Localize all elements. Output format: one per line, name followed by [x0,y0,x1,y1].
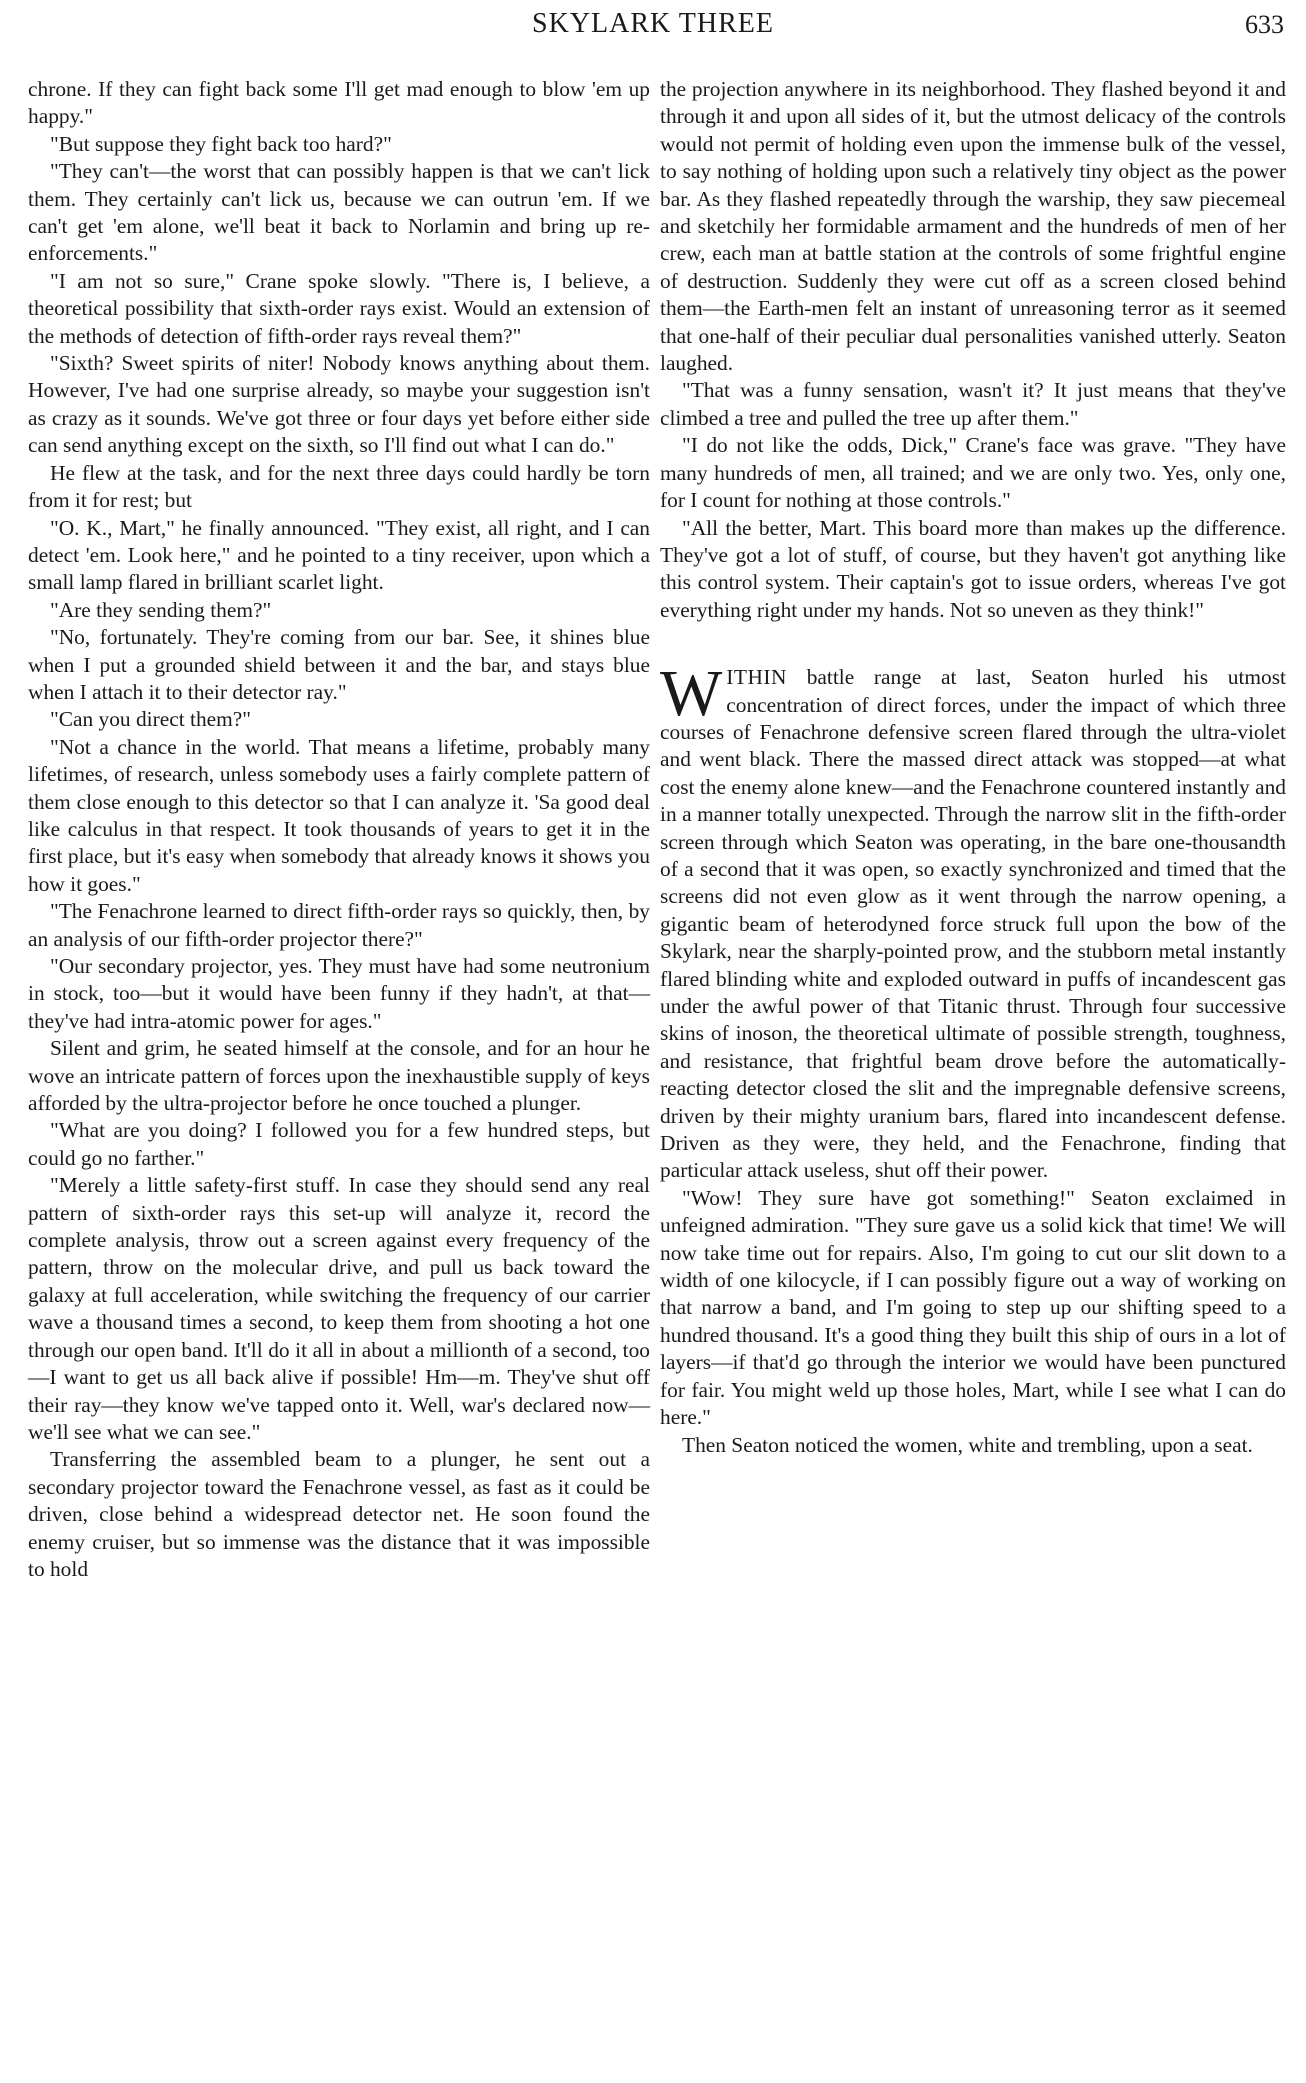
paragraph: "Merely a little safety-first stuff. In case they should send any real pattern of sixth-order rays this set-up will analyze it, record the complete analysis, throw out a screen against every frequency of the pattern, throw on the molecular drive, and pull us back toward the galaxy at full acceleration, while switching the frequency of our carrier wave a thousand times a second, to keep them from shooting a hot one through our open band. It'll do it all in about a millionth of a second, too—I want to get us all back alive if possible! Hm—m. They've shut off their ray—they know we've tapped onto it. Well, war's declared now—we'll see what we can see." [28,1173,650,1444]
paragraph: "I am not so sure," Crane spoke slowly. "There is, I believe, a theoretical possibility that sixth-order rays exist. Would an extension of the methods of detection of fifth-order rays reveal them?" [28,268,650,348]
opening-smallcaps: ITHIN [726,665,788,690]
page-number: 633 [1245,10,1284,39]
paragraph: "Not a chance in the world. That means a lifetime, probably many lifetimes, of research, unless somebody uses a fairly complete pattern of them close enough to this detector so that I can analyze it. 'Sa good deal like calculus in that respect. It took thousands of years to get it in the first place, but it's easy when somebody that already knows it shows you how it goes." [28,734,650,896]
dropcap-paragraph [660,657,1286,1185]
paragraph: "I do not like the odds, Dick," Crane's face was grave. "They have many hundreds of men, all trained; and we are only two. Yes, only one, for I count for nothing at those controls." [660,433,1286,513]
paragraph: "Our secondary projector, yes. They must have had some neutronium in stock, too—but it would have been funny if they hadn't, at that—they've had intra-atomic power for ages." [28,954,650,1033]
paragraph: "They can't—the worst that can possibly happen is that we can't lick them. They certainly can't lick us, because we can outrun 'em. If we can't get 'em alone, we'll beat it back to Norlamin and bring up re-enforcements." [28,159,650,266]
paragraph: chrone. If they can fight back some I'll get mad enough to blow 'em up happy." [28,77,650,129]
section-break [660,624,1286,664]
right-column [660,76,1286,1459]
paragraph: "Can you direct them?" [50,707,252,732]
paragraph: "Are they sending them?" [50,597,272,622]
running-title: SKYLARK THREE [532,8,774,39]
paragraph: Transferring the assembled beam to a plunger, he sent out a secondary projector toward the Fenachrone vessel, as fast as it could be driven, close behind a widespread detector net. He soon found the enemy cruiser, but so immense was the distance that it was impossible to hold [28,1447,650,1581]
paragraph: "The Fenachrone learned to direct fifth-order rays so quickly, then, by an analysis of our fifth-order projector there?" [28,899,650,951]
left-column [28,76,650,1583]
paragraph: "What are you doing? I followed you for a few hundred steps, but could go no farther." [28,1118,650,1170]
paragraph: "That was a funny sensation, wasn't it? It just means that they've climbed a tree and pulled the tree up after them." [660,378,1286,430]
paragraph: "All the better, Mart. This board more than makes up the difference. They've got a lot of stuff, of course, but they haven't got anything like this control system. Their captain's got to issue orders, whereas I've got everything right under my hands. Not so uneven as they think!" [660,515,1286,622]
paragraph: "O. K., Mart," he finally announced. "They exist, all right, and I can detect 'em. Look here," and he pointed to a tiny receiver, upon which a small lamp flared in brilliant scarlet light. [28,515,650,595]
drop-cap: W [660,657,723,731]
paragraph: He flew at the task, and for the next three days could hardly be torn from it for rest; but [28,460,650,513]
page-header [0,8,1306,52]
paragraph: Then Seaton noticed the women, white and trembling, upon a seat. [682,1432,1253,1457]
paragraph: "No, fortunately. They're coming from our bar. See, it shines blue when I put a grounded shield between it and the bar, and stays blue when I attach it to their detector ray." [28,625,650,704]
dropcap-paragraph-text: battle range at last, Seaton hurled his utmost concentration of direct forces, under the impact of which three courses of Fenachrone defensive screen flared through the ultra-violet and went black. There the massed direct attack was stopped—at what cost the enemy alone knew—and the Fenachrone countered instantly and in a manner totally unexpected. Through the narrow slit in the fifth-order screen through which Seaton was operating, in the bare one-thousandth of a second that it was open, so exactly synchronized and timed that the screens did not even glow as it went through the narrow opening, a gigantic beam of heterodyned force struck full upon the bow of the Skylark, near the sharply-pointed prow, and the stubborn metal instantly flared blinding white and exploded outward in puffs of incandescent gas under the awful power of that Titanic thrust. Through four successive skins of inoson, the theoretical ultimate of possible strength, toughness, and resistance, that frightful beam drove before the automatically-reacting detector closed the slit and the impregnable defensive screens, driven by their mighty uranium bars, flared into incandescent defense. Driven as they were, they held, and the Fenachrone, finding that particular attack useless, shut off their power. [660,665,1286,1183]
paragraph: the projection anywhere in its neighborhood. They flashed beyond it and through it and upon all sides of it, but the utmost delicacy of the controls would not permit of holding even upon the immense bulk of the vessel, to say nothing of holding upon such a relatively tiny object as the power bar. As they flashed repeatedly through the warship, they saw piecemeal and sketchily her formidable armament and the hundreds of men of her crew, each man at battle station at the controls of some frightful engine of destruction. Suddenly they were cut off as a screen closed behind them—the Earth-men felt an instant of unreasoning terror as it seemed that one-half of their peculiar dual personalities vanished utterly. Seaton laughed. [660,77,1286,376]
paragraph: "But suppose they fight back too hard?" [50,131,392,156]
paragraph: Silent and grim, he seated himself at the console, and for an hour he wove an intricate pattern of forces upon the inexhaustible supply of keys afforded by the ultra-projector before he once touched a plunger. [28,1036,650,1116]
paragraph: "Sixth? Sweet spirits of niter! Nobody knows anything about them. However, I've had one surprise already, so maybe your suggestion isn't as crazy as it sounds. We've got three or four days yet before either side can send anything except on the sixth, so I'll find out what I can do." [28,351,650,458]
paragraph: "Wow! They sure have got something!" Seaton exclaimed in unfeigned admiration. "They sure gave us a solid kick that time! We will now take time out for repairs. Also, I'm going to cut our slit down to a width of one kilocycle, if I can possibly figure out a way of working on that narrow a band, and I'm going to step up our shifting speed to a hundred thousand. It's a good thing they built this ship of ours in a lot of layers—if that'd go through the interior we would have been punctured for fair. You might weld up those holes, Mart, while I see what I can do here." [660,1185,1286,1430]
